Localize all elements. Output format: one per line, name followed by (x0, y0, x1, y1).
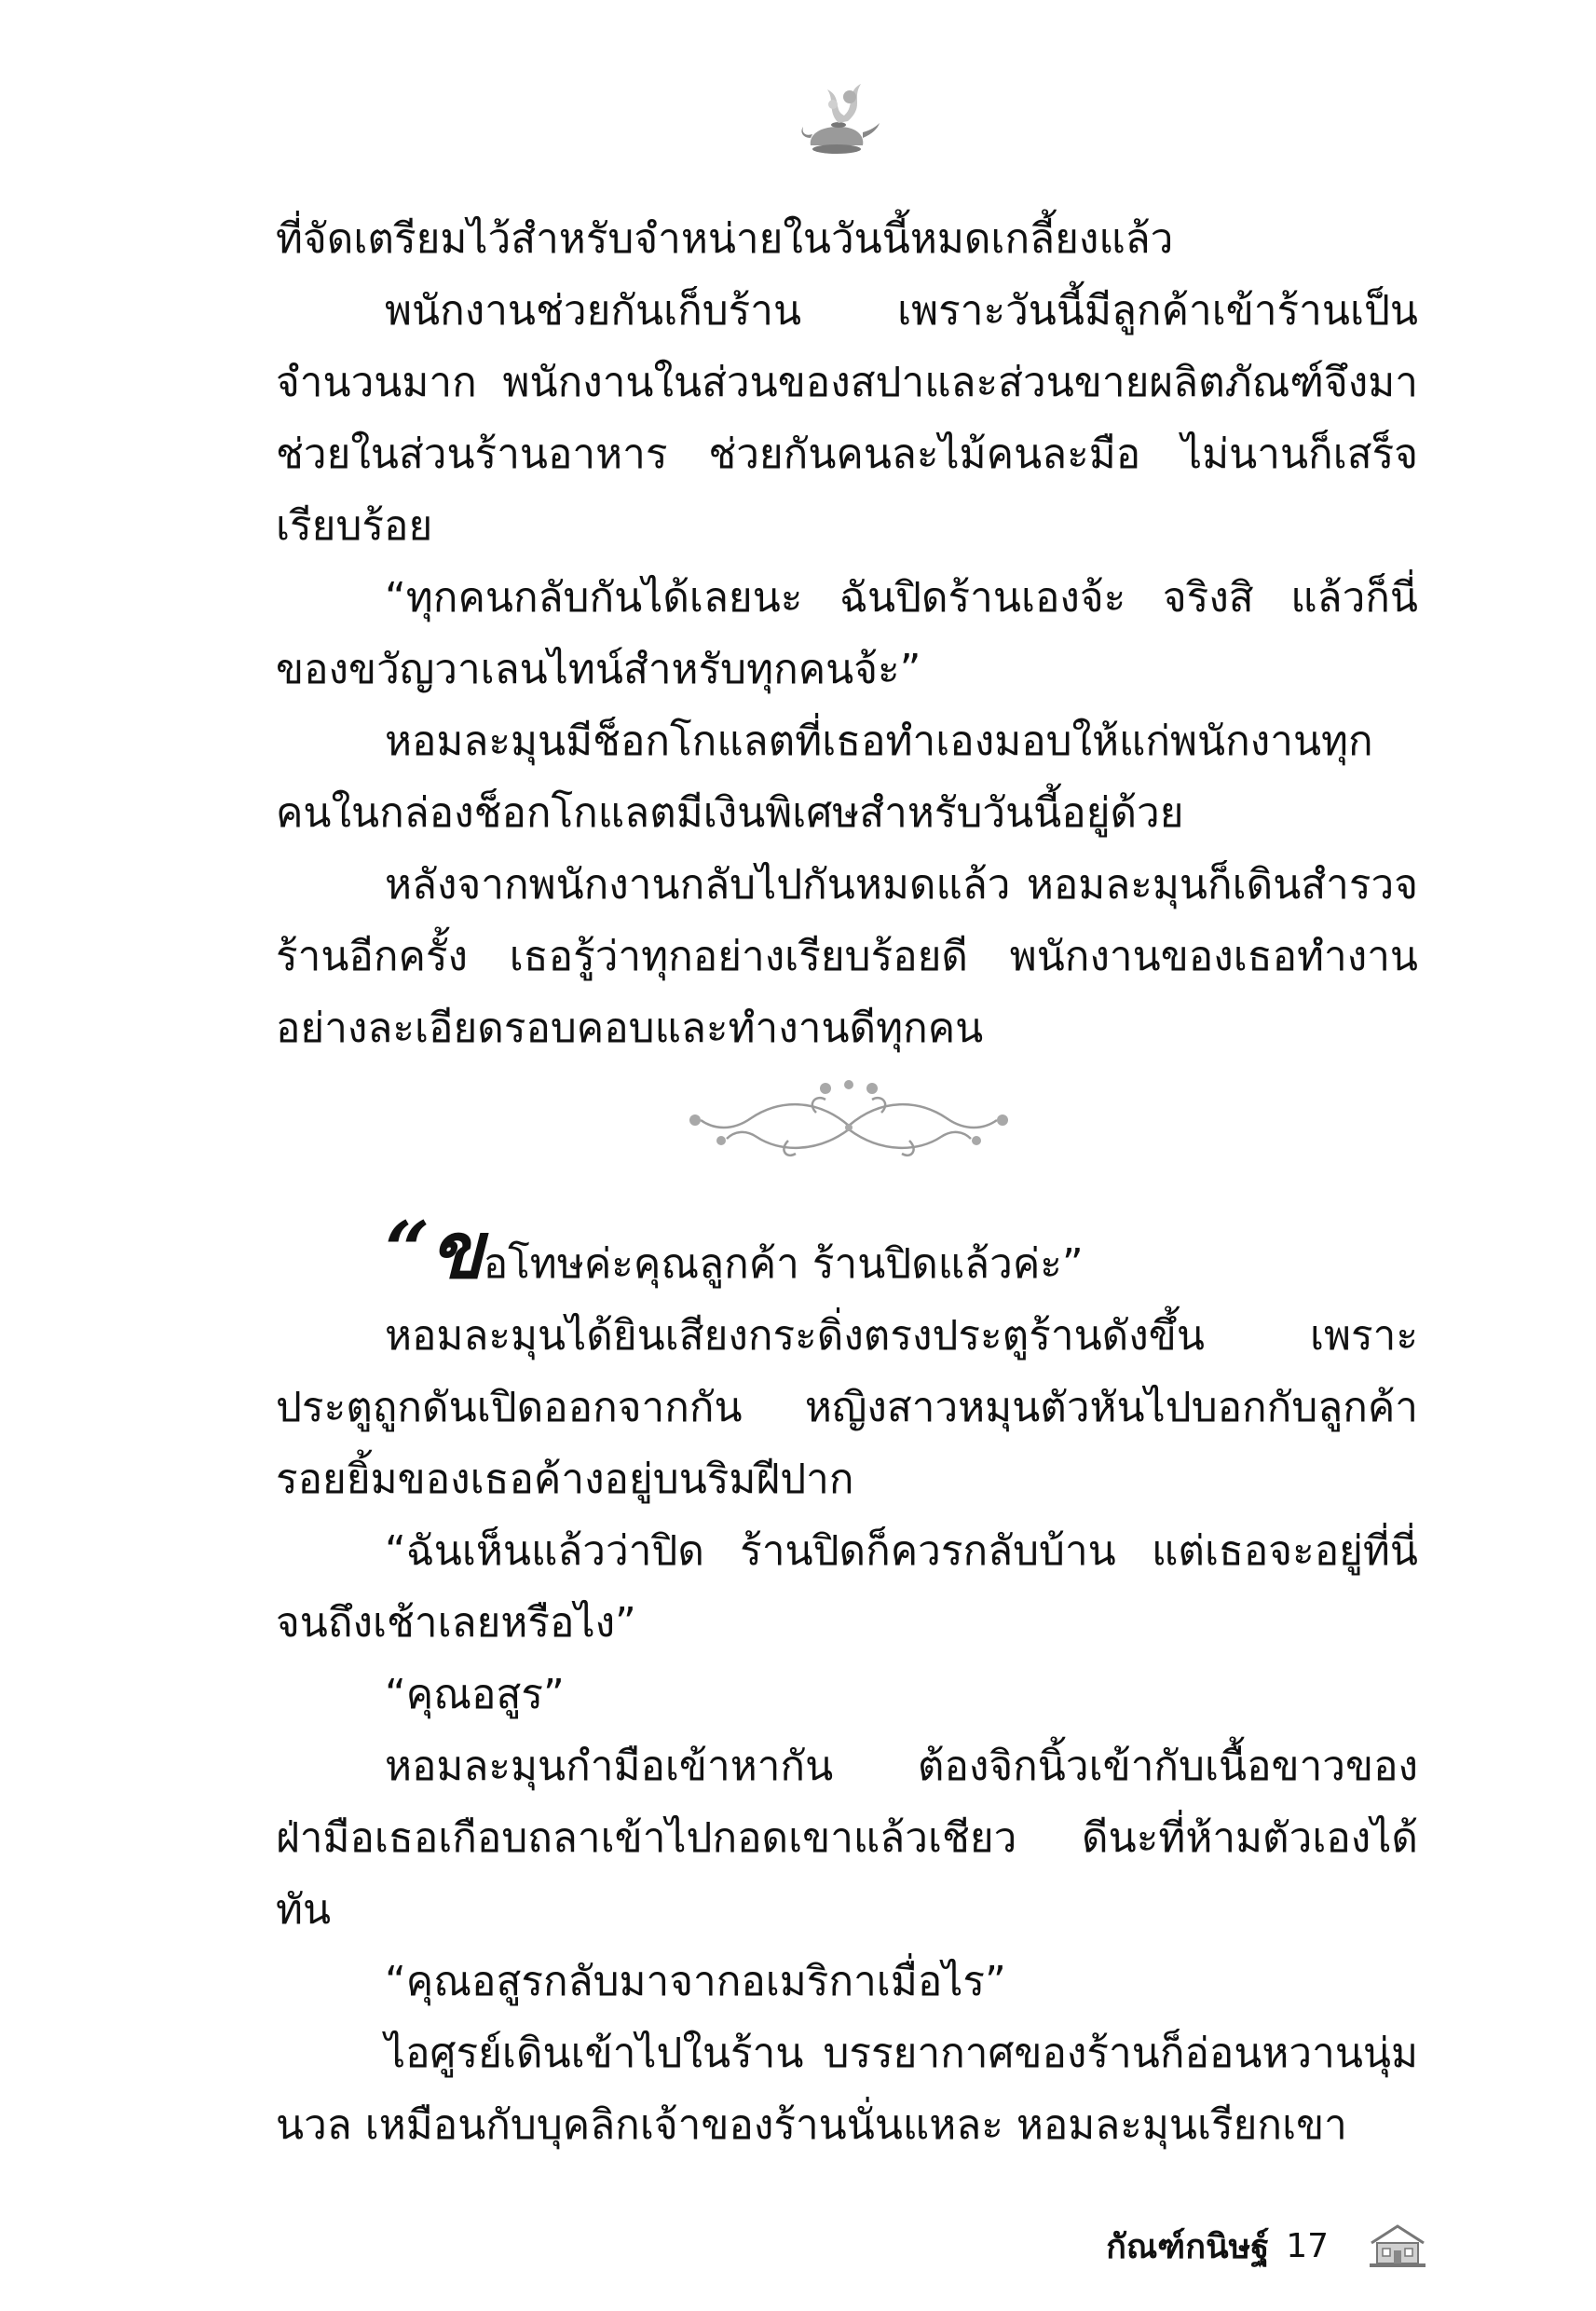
drop-cap: “ข (385, 1204, 484, 1296)
paragraph: ไอศูรย์เดินเข้าไปในร้าน บรรยากาศของร้านก็อ่อนหวานนุ่มนวล เหมือนกับบุคลิกเจ้าของร้านนั่นแหละ หอมละมุนเรียกเขา (276, 2030, 1418, 2149)
opening-text: อโทษค่ะคุณลูกค้า ร้านปิดแล้วค่ะ” (483, 1240, 1084, 1288)
section-divider (276, 1064, 1418, 1211)
book-title: กัณฑ์กนิษฐ์ (1106, 2227, 1270, 2266)
paragraph: “ฉันเห็นแล้วว่าปิด ร้านปิดก็ควรกลับบ้าน แต่เธอจะอยู่ที่นี่จนถึงเช้าเลยหรือไง” (276, 1527, 1418, 1647)
house-icon (1368, 2222, 1427, 2269)
body-text (276, 203, 1418, 2161)
floral-divider-icon (676, 1072, 1021, 1174)
paragraph: หอมละมุนมีช็อกโกแลตที่เธอทำเองมอบให้แก่พนักงานทุกคนในกล่องช็อกโกแลตมีเงินพิเศษสำหรับวันนี้อยู่ด้วย (276, 718, 1373, 837)
section-opening-line (276, 1204, 1418, 1300)
paragraph: ที่จัดเตรียมไว้สำหรับจำหน่ายในวันนี้หมดเกลี้ยงแล้ว (276, 215, 1174, 263)
paragraph: “คุณอสูร” (385, 1671, 565, 1718)
paragraph: “ทุกคนกลับกันได้เลยนะ ฉันปิดร้านเองจ้ะ จริงสิ แล้วก็นี่ของขวัญวาเลนไทน์สำหรับทุกคนจ้ะ” (276, 574, 1418, 693)
paragraph: หลังจากพนักงานกลับไปกันหมดแล้ว หอมละมุนก็เดินสำรวจร้านอีกครั้ง เธอรู้ว่าทุกอย่างเรียบร้อยดี พนักงานของเธอทำงานอย่างละเอียดรอบคอบและทำงานดีทุกคน (276, 861, 1418, 1052)
paragraph: หอมละมุนกำมือเข้าหากัน ต้องจิกนิ้วเข้ากับเนื้อขาวของฝ่ามือเธอเกือบถลาเข้าไปกอดเขาแล้วเชียว ดีนะที่ห้ามตัวเองได้ทัน (276, 1743, 1418, 1934)
magic-lamp-icon (790, 73, 883, 166)
page-number: 17 (1286, 2226, 1329, 2265)
paragraph: “คุณอสูรกลับมาจากอเมริกาเมื่อไร” (385, 1958, 1006, 2005)
page-footer (1073, 2220, 1427, 2272)
paragraph: พนักงานช่วยกันเก็บร้าน เพราะวันนี้มีลูกค้าเข้าร้านเป็นจำนวนมาก พนักงานในส่วนของสปาและส่วนขายผลิตภัณฑ์จึงมาช่วยในส่วนร้านอาหาร ช่วยกันคนละไม้คนละมือ ไม่นานก็เสร็จเรียบร้อย (276, 287, 1418, 550)
paragraph: หอมละมุนได้ยินเสียงกระดิ่งตรงประตูร้านดังขึ้น เพราะประตูถูกดันเปิดออกจากกัน หญิงสาวหมุนตัวหันไปบอกกับลูกค้ารอยยิ้มของเธอค้างอยู่บนริมฝีปาก (276, 1312, 1418, 1503)
